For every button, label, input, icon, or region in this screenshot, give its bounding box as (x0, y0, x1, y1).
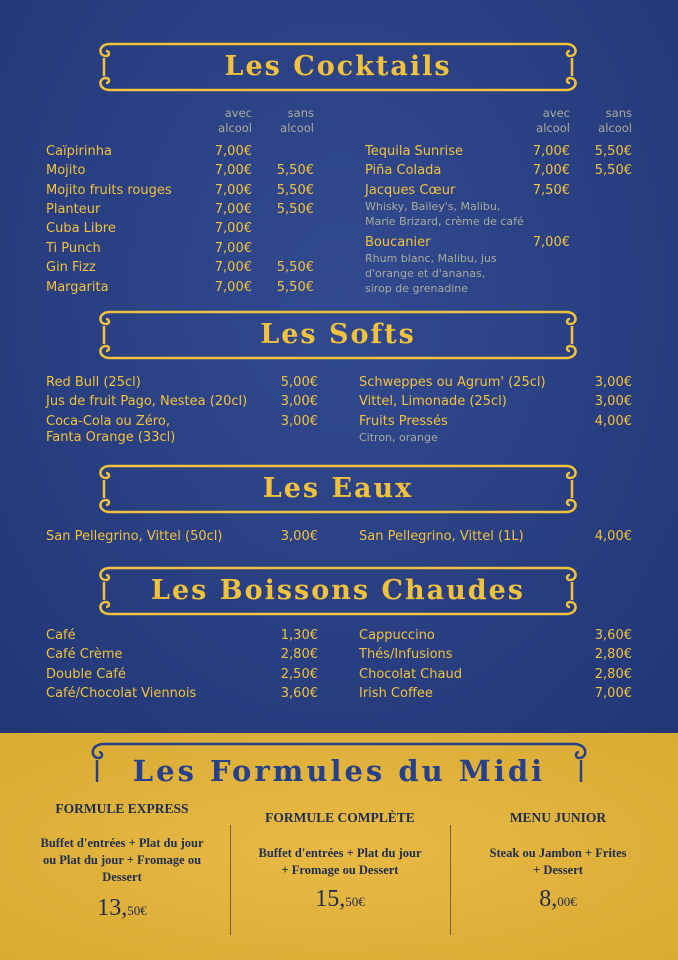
banner-eaux (96, 464, 580, 514)
menu-item-price: 7,00€ (532, 163, 570, 178)
menu-item-price: 5,00€ (280, 375, 318, 390)
menu-item-name: Red Bull (25cl) (46, 375, 141, 390)
menu-item-price: 5,50€ (594, 144, 632, 159)
menu-item-price: 5,50€ (276, 280, 314, 295)
menu-item-price: 7,50€ (532, 183, 570, 198)
menu-item-description: Whisky, Bailey's, Malibu, (365, 200, 501, 213)
section-title: Les Softs (260, 319, 416, 350)
menu-item-name: Irish Coffee (359, 686, 433, 701)
formule-title: FORMULE COMPLÈTE (265, 810, 415, 825)
menu-item-price: 3,00€ (594, 394, 632, 409)
banner-chaudes (96, 566, 580, 616)
menu-item-price: 2,80€ (280, 647, 318, 662)
col-header-avec: avec alcool (536, 106, 570, 135)
formule-price: 15,50€ (315, 886, 365, 912)
menu-item-name: Jus de fruit Pago, Nestea (20cl) (46, 394, 248, 409)
menu-item-description: Rhum blanc, Malibu, jus (365, 252, 497, 265)
formule-divider (230, 825, 231, 935)
formule-description: Buffet d'entrées + Plat du jour ou Plat du jour + Fromage ou Dessert (40, 836, 204, 884)
menu-item-price: 7,00€ (532, 144, 570, 159)
menu-item-price: 5,50€ (276, 260, 314, 275)
formule-description: Buffet d'entrées + Plat du jour + Fromage ou Dessert (258, 846, 422, 877)
menu-item-name: Double Café (46, 667, 126, 682)
menu-item-price: 3,00€ (280, 394, 318, 409)
menu-item-price: 3,60€ (280, 686, 318, 701)
menu-item-name: Café/Chocolat Viennois (46, 686, 197, 701)
formule-title: FORMULE EXPRESS (55, 801, 189, 816)
menu-item-price: 5,50€ (276, 202, 314, 217)
menu-item-price: 1,30€ (280, 628, 318, 643)
menu-item-name: Café (46, 628, 76, 643)
col-header-sans: sans alcool (598, 106, 632, 135)
menu-item-name: Schweppes ou Agrum' (25cl) (359, 375, 546, 390)
menu-item-price: 2,80€ (594, 647, 632, 662)
menu-item-name: Ti Punch (46, 241, 101, 256)
section-title: Les Eaux (262, 473, 414, 504)
menu-item-name: Chocolat Chaud (359, 667, 462, 682)
menu-item-price: 2,80€ (594, 667, 632, 682)
menu-item-price: 4,00€ (594, 414, 632, 429)
col-header-avec: avec alcool (218, 106, 252, 135)
menu-item-name: Mojito fruits rouges (46, 183, 172, 198)
menu-item-name: Coca-Cola ou Zéro, (46, 414, 170, 429)
menu-item-name: Fruits Pressés (359, 414, 448, 429)
menu-item-price: 5,50€ (276, 163, 314, 178)
formule-price: 13,50€ (97, 895, 147, 921)
menu-item-price: 2,50€ (280, 667, 318, 682)
menu-item-price: 7,00€ (214, 183, 252, 198)
formule-description: Steak ou Jambon + Frites + Dessert (489, 846, 627, 877)
menu-item-price: 7,00€ (214, 202, 252, 217)
col-header-sans: sans alcool (280, 106, 314, 135)
menu-item-name: Jacques Cœur (365, 183, 456, 198)
menu-item-name: Fanta Orange (33cl) (46, 430, 176, 445)
menu-item-price: 7,00€ (214, 241, 252, 256)
menu-item-name: San Pellegrino, Vittel (50cl) (46, 529, 223, 544)
menu-item-description: d'orange et d'ananas, (365, 267, 486, 280)
section-title: Les Boissons Chaudes (151, 575, 525, 606)
menu-item-name: Caïpirinha (46, 144, 112, 159)
formule-divider (450, 825, 451, 935)
menu-item-name: Cappuccino (359, 628, 435, 643)
menu-item-name: Tequila Sunrise (365, 144, 464, 159)
formule-price: 8,00€ (539, 886, 577, 912)
formule-title: MENU JUNIOR (509, 810, 607, 825)
menu-item-price: 7,00€ (214, 221, 252, 236)
banner-softs (96, 310, 580, 360)
menu-item-price: 5,50€ (276, 183, 314, 198)
menu-item-name: Planteur (46, 202, 101, 217)
menu-item-description: Citron, orange (359, 431, 438, 444)
menu-item-price: 3,00€ (280, 414, 318, 429)
menu-item-price: 7,00€ (214, 144, 252, 159)
formules-title: Les Formules du Midi (132, 754, 546, 788)
menu-item-price: 7,00€ (214, 280, 252, 295)
menu-item-name: San Pellegrino, Vittel (1L) (359, 529, 524, 544)
menu-item-price: 3,00€ (280, 529, 318, 544)
menu-item-price: 7,00€ (594, 686, 632, 701)
menu-item-price: 3,00€ (594, 375, 632, 390)
menu-item-description: Marie Brizard, crème de café (365, 215, 524, 228)
menu-item-name: Cuba Libre (46, 221, 116, 236)
menu-item-price: 4,00€ (594, 529, 632, 544)
menu-item-name: Thés/Infusions (359, 647, 453, 662)
section-title: Les Cocktails (224, 51, 452, 82)
banner-cocktails (96, 42, 580, 92)
menu-item-price: 7,00€ (214, 260, 252, 275)
menu-item-price: 7,00€ (214, 163, 252, 178)
menu-item-name: Vittel, Limonade (25cl) (359, 394, 507, 409)
menu-item-name: Boucanier (365, 235, 431, 250)
menu-item-price: 3,60€ (594, 628, 632, 643)
menu-item-name: Mojito (46, 163, 86, 178)
menu-item-name: Piña Colada (365, 163, 442, 178)
menu-item-price: 7,00€ (532, 235, 570, 250)
menu-item-name: Margarita (46, 280, 109, 295)
menu-item-price: 5,50€ (594, 163, 632, 178)
menu-item-name: Café Crème (46, 647, 123, 662)
menu-item-name: Gin Fizz (46, 260, 96, 275)
menu-item-description: sirop de grenadine (365, 282, 469, 295)
